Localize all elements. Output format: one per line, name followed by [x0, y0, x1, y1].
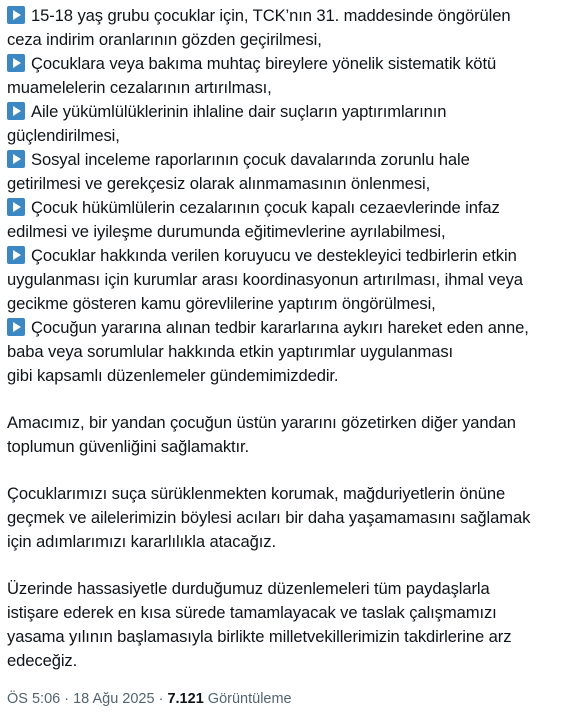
text-line: geçmek ve ailelerimizin böylesi acıları bir daha yaşamamasını sağlamak [7, 508, 531, 527]
paragraph-legal-proposals [7, 4, 567, 388]
paragraph-gap [7, 388, 567, 411]
text-line: ceza indirim oranlarının gözden geçirilmesi, [7, 30, 322, 49]
text-line: getirilmesi ve gerekçesiz olarak alınmamasının önlenmesi, [7, 174, 431, 193]
arrow-forward-icon [7, 54, 25, 72]
arrow-forward-icon [7, 6, 25, 24]
text-line: Sosyal inceleme raporlarının çocuk davalarında zorunlu hale [7, 148, 567, 172]
text-line: toplumun güvenliğini sağlamaktır. [7, 437, 250, 456]
text-line: edeceğiz. [7, 651, 78, 670]
tweet-text [7, 4, 567, 673]
views-count: 7.121 [167, 691, 204, 707]
text-line: için adımlarımızı kararlılıkla atacağız. [7, 532, 276, 551]
text-line: Üzerinde hassasiyetle durduğumuz düzenlemeleri tüm paydaşlarla [7, 579, 490, 598]
arrow-forward-icon [7, 102, 25, 120]
text-line: güçlendirilmesi, [7, 126, 120, 145]
meta-separator: · [158, 691, 164, 707]
arrow-forward-icon [7, 198, 25, 216]
text-line: gecikme gösteren kamu görevlilerine yaptırım öngörülmesi, [7, 294, 436, 313]
tweet-date-link[interactable]: 18 Ağu 2025 [73, 691, 155, 707]
text-line: uygulanması için kurumlar arası koordinasyonun artırılması, ihmal veya [7, 270, 523, 289]
views-label: Görüntüleme [207, 691, 292, 707]
text-line: edilmesi ve iyileşme durumunda eğitimevlerine ayrılabilmesi, [7, 222, 446, 241]
text-line: gibi kapsamlı düzenlemeler gündemimizdedir. [7, 366, 339, 385]
text-line: yasama yılının başlamasıyla birlikte milletvekillerimizin takdirlerine arz [7, 627, 512, 646]
paragraph-protection [7, 482, 567, 554]
text-line: Çocuklara veya bakıma muhtaç bireylere yönelik sistematik kötü [7, 52, 567, 76]
arrow-forward-icon [7, 246, 25, 264]
text-line: Çocuklarımızı suça sürüklenmekten korumak, mağduriyetlerin önüne [7, 484, 506, 503]
arrow-forward-icon [7, 318, 25, 336]
tweet-time-link[interactable]: ÖS 5:06 [7, 691, 61, 707]
arrow-forward-icon [7, 150, 25, 168]
text-line: Aile yükümlülüklerinin ihlaline dair suçların yaptırımlarının [7, 100, 567, 124]
text-line: Amacımız, bir yandan çocuğun üstün yararını gözetirken diğer yandan [7, 413, 516, 432]
tweet-meta [7, 691, 292, 707]
meta-separator: · [64, 691, 70, 707]
text-line: 15-18 yaş grubu çocuklar için, TCK’nın 31. maddesinde öngörülen [7, 4, 567, 28]
paragraph-gap [7, 459, 567, 482]
text-line: istişare ederek en kısa sürede tamamlayacak ve taslak çalışmamızı [7, 603, 497, 622]
text-line: Çocuğun yararına alınan tedbir kararlarına aykırı hareket eden anne, [7, 316, 567, 340]
paragraph-gap [7, 554, 567, 577]
text-line: baba veya sorumlular hakkında etkin yaptırımlar uygulanması [7, 342, 454, 361]
text-line: muamelelerin cezalarının artırılması, [7, 78, 272, 97]
text-line: Çocuklar hakkında verilen koruyucu ve destekleyici tedbirlerin etkin [7, 244, 567, 268]
paragraph-goal [7, 411, 567, 459]
paragraph-closing [7, 577, 567, 673]
text-line: Çocuk hükümlülerin cezalarının çocuk kapalı cezaevlerinde infaz [7, 196, 567, 220]
